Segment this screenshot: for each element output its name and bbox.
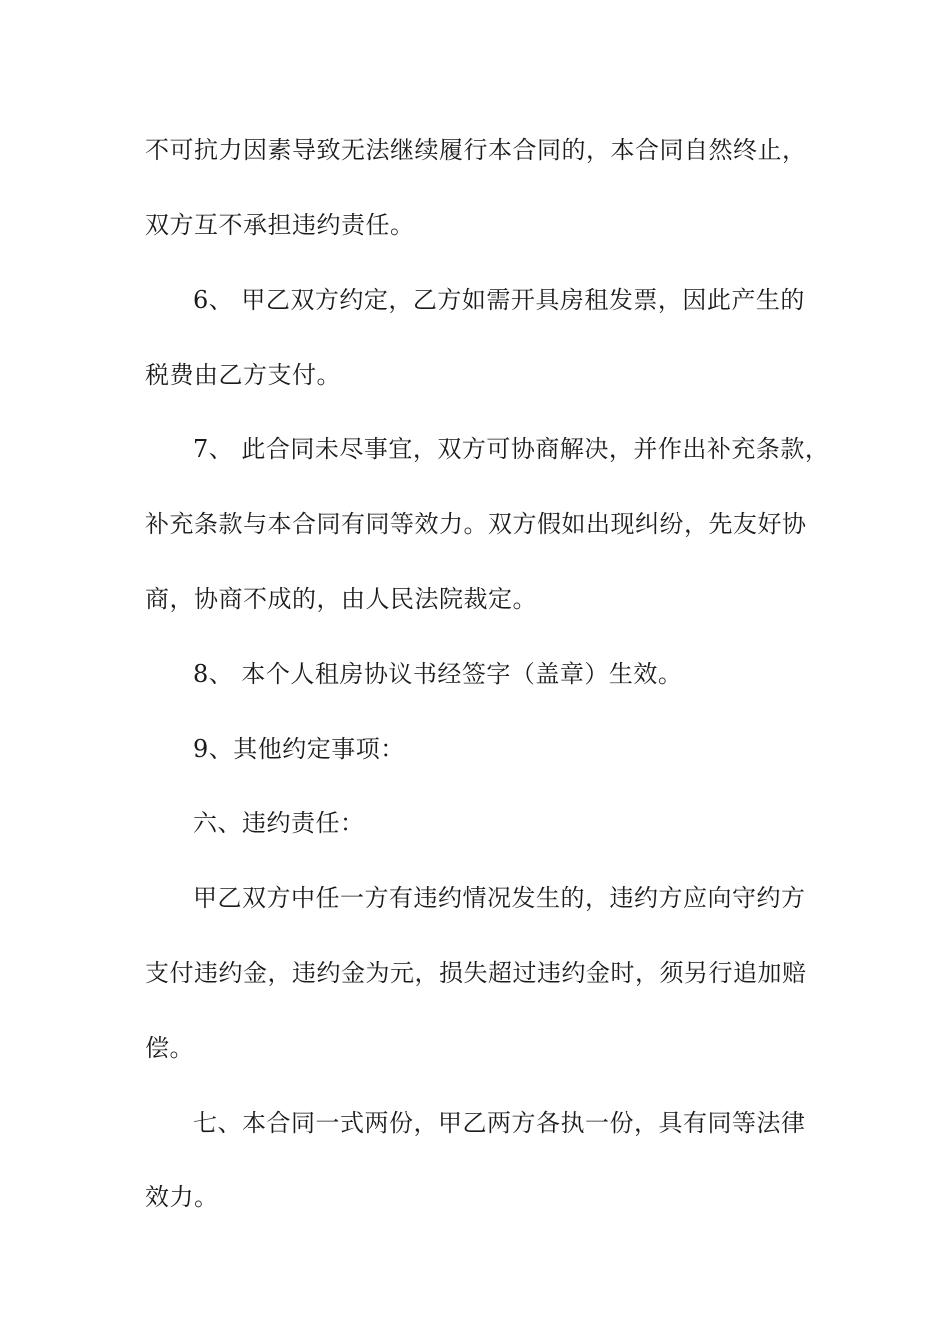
clause-6: 6、 甲乙双方约定，乙方如需开具房租发票，因此产生的 <box>193 286 805 314</box>
body-line: 支付违约金，违约金为元，损失超过违约金时，须另行追加赔 <box>145 959 807 987</box>
body-line: 效力。 <box>145 1183 219 1211</box>
clause-8: 8、 本个人租房协议书经签字（盖章）生效。 <box>193 660 683 688</box>
clause-7: 7、 此合同未尽事宜，双方可协商解决，并作出补充条款， <box>193 435 830 463</box>
clause-9: 9、其他约定事项： <box>193 735 405 763</box>
section-heading-breach: 六、违约责任： <box>193 809 365 837</box>
section-seven: 七、本合同一式两份，甲乙两方各执一份，具有同等法律 <box>193 1109 806 1137</box>
body-line: 商，协商不成的，由人民法院裁定。 <box>145 585 537 613</box>
body-line: 不可抗力因素导致无法继续履行本合同的，本合同自然终止， <box>145 136 807 164</box>
body-line: 补充条款与本合同有同等效力。双方假如出现纠纷，先友好协 <box>145 510 807 538</box>
body-line: 甲乙双方中任一方有违约情况发生的，违约方应向守约方 <box>193 884 806 912</box>
body-line: 双方互不承担违约责任。 <box>145 211 415 239</box>
body-line: 税费由乙方支付。 <box>145 361 341 389</box>
body-line: 偿。 <box>145 1034 194 1062</box>
